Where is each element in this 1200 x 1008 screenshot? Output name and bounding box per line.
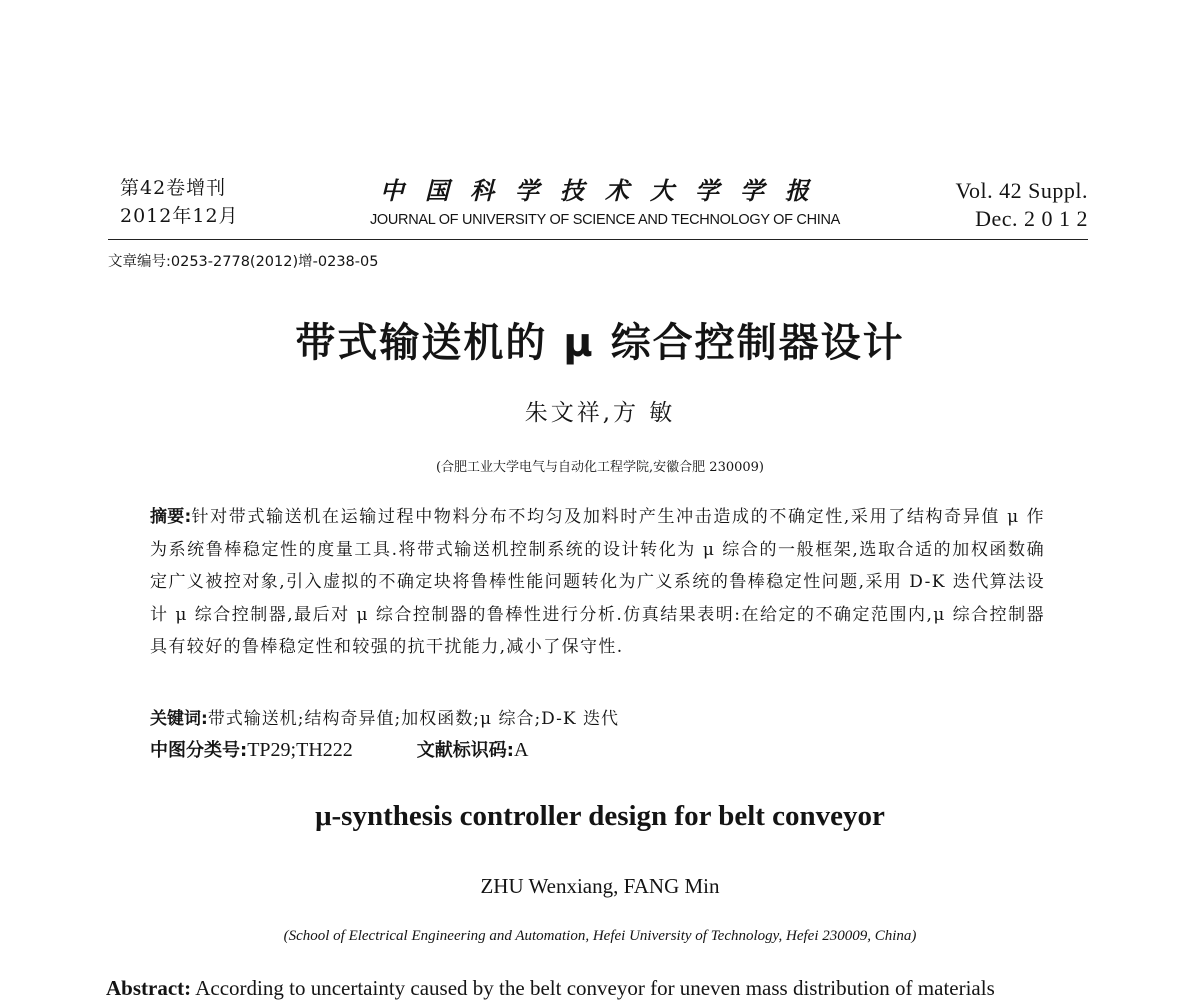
journal-name-cn: 中国科学技术大学学报 — [380, 176, 830, 205]
abstract-en-label: Abstract: — [106, 976, 192, 1000]
header-volume-block — [120, 174, 239, 230]
affiliation-cn: (合肥工业大学电气与自动化工程学院,安徽合肥 230009) — [435, 460, 765, 475]
date-en: Dec. 2 0 1 2 — [975, 206, 1088, 231]
keywords-cn — [150, 704, 619, 729]
date-cn: 2012年12月 — [120, 205, 239, 227]
journal-name-en: JOURNAL OF UNIVERSITY OF SCIENCE AND TECHNOLOGY OF CHINA — [369, 212, 841, 228]
classification-row — [150, 736, 528, 762]
abstract-cn-label: 摘要: — [150, 507, 192, 527]
paper-title-en: μ-synthesis controller design for belt conveyor — [315, 800, 885, 832]
doc-code-label: 文献标识码: — [416, 740, 514, 761]
classification-value: TP29;TH222 — [247, 739, 353, 761]
paper-title-cn: 带式输送机的 μ 综合控制器设计 — [295, 320, 905, 366]
volume-en: Vol. 42 Suppl. — [955, 178, 1088, 203]
affiliation-en: (School of Electrical Engineering and Automation, Hefei University of Technology, Hefei 230009, China) — [283, 928, 917, 944]
abstract-en — [106, 973, 1090, 1003]
doc-code-value: A — [513, 739, 529, 761]
journal-name-block — [340, 174, 870, 228]
abstract-en-text: According to uncertainty caused by the belt conveyor for uneven mass distribution of materials — [191, 976, 995, 1000]
keywords-cn-text: 带式输送机;结构奇异值;加权函数;μ 综合;D-K 迭代 — [207, 709, 619, 729]
classification-label: 中图分类号: — [150, 740, 248, 761]
article-number: 文章编号:0253-2778(2012)增-0238-05 — [108, 254, 379, 270]
header-volume-en-block — [955, 177, 1088, 233]
authors-en: ZHU Wenxiang, FANG Min — [480, 874, 720, 898]
volume-cn: 第42卷增刊 — [120, 177, 227, 199]
authors-cn: 朱文祥,方 敏 — [524, 400, 676, 426]
abstract-cn-text: 针对带式输送机在运输过程中物料分布不均匀及加料时产生冲击造成的不确定性,采用了结构奇异值 μ 作为系统鲁棒稳定性的度量工具.将带式输送机控制系统的设计转化为 μ 综合的一般框架,选取合适的加权函数确定广义被控对象,引入虚拟的不确定块将鲁棒性能问题转化为广义系统的鲁棒稳定性问题,采用 D-K 迭代算法设计 μ 综合控制器,最后对 μ 综合控制器的鲁棒性进行分析.仿真结果表明:在给定的不确定范围内,μ 综合控制器具有较好的鲁棒稳定性和较强的抗干扰能力,减小了保守性. — [150, 507, 1045, 657]
abstract-cn — [150, 501, 1045, 664]
header-rule — [108, 239, 1088, 240]
keywords-cn-label: 关键词: — [150, 709, 208, 729]
